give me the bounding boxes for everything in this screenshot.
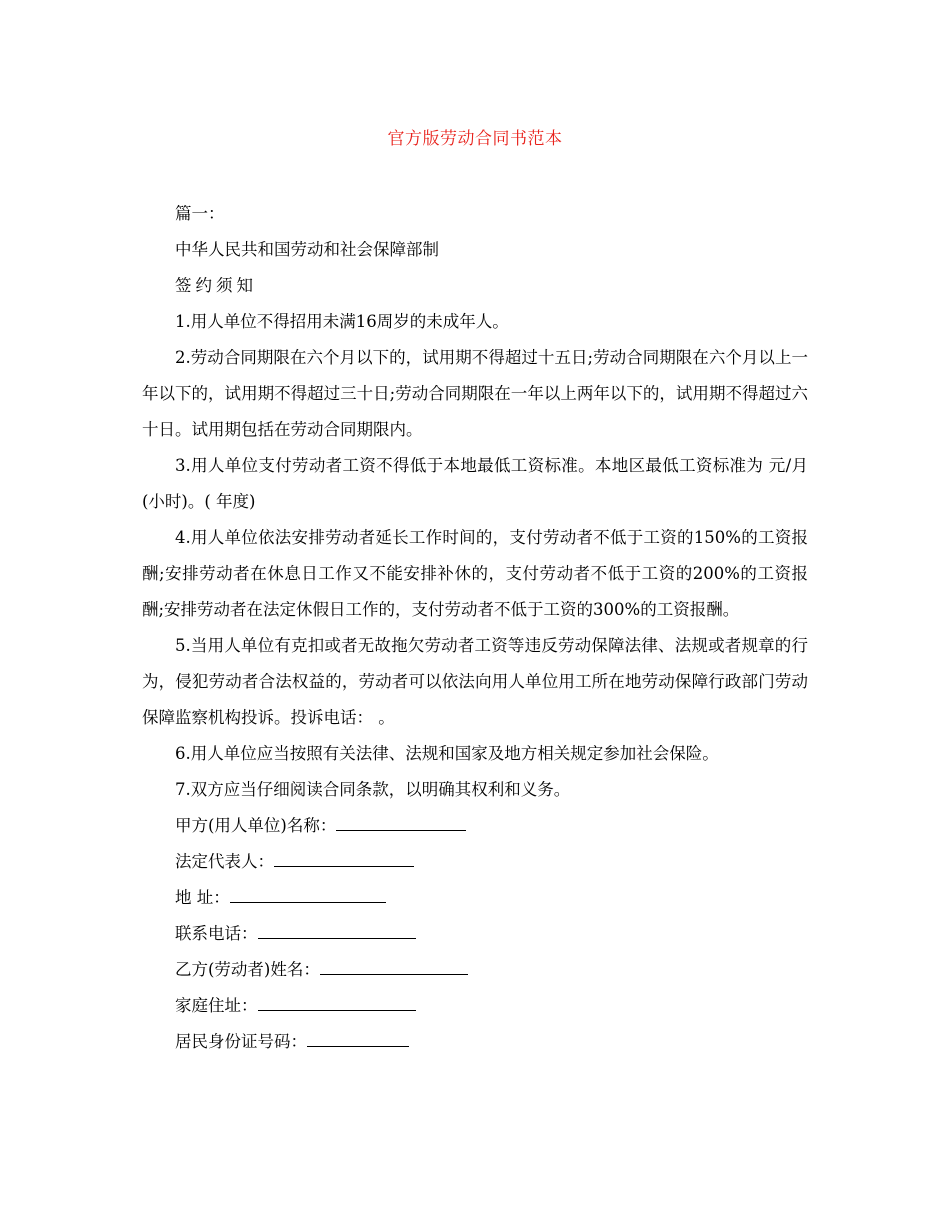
field-label: 联系电话： [175,924,258,943]
field-phone [142,916,808,952]
fill-in-blank[interactable] [307,1032,409,1047]
clause-7: 7.双方应当仔细阅读合同条款，以明确其权利和义务。 [175,780,571,799]
fill-in-blank[interactable] [336,816,466,831]
fill-in-blank[interactable] [320,960,468,975]
field-employer-name [142,808,808,844]
field-label: 法定代表人： [175,852,274,871]
clause-2: 2.劳动合同期限在六个月以下的，试用期不得超过十五日;劳动合同期限在六个月以上一年以下的，试用期不得超过三十日;劳动合同期限在一年以上两年以下的，试用期不得超过六十日。试用期包括在劳动合同期限内。 [142,348,808,439]
fill-in-blank[interactable] [258,924,416,939]
field-legal-representative [142,844,808,880]
clause-5: 5.当用人单位有克扣或者无故拖欠劳动者工资等违反劳动保障法律、法规或者规章的行为，侵犯劳动者合法权益的，劳动者可以依法向用人单位用工所在地劳动保障行政部门劳动保障监察机构投诉。投诉电话： 。 [142,636,808,727]
notice-heading: 签约须知 [175,276,257,295]
field-employee-name [142,952,808,988]
field-id-number [142,1024,808,1060]
clause-3: 3.用人单位支付劳动者工资不得低于本地最低工资标准。本地区最低工资标准为 元/月(小时)。( 年度) [142,456,808,511]
field-label: 地 址： [175,888,230,907]
clause-4: 4.用人单位依法安排劳动者延长工作时间的，支付劳动者不低于工资的150%的工资报酬;安排劳动者在休息日工作又不能安排补休的，支付劳动者不低于工资的200%的工资报酬;安排劳动者在法定休假日工作的，支付劳动者不低于工资的300%的工资报酬。 [142,528,808,619]
document-title: 官方版劳动合同书范本 [387,129,563,149]
field-label: 家庭住址： [175,996,258,1015]
clause-6: 6.用人单位应当按照有关法律、法规和国家及地方相关规定参加社会保险。 [175,744,719,763]
field-label: 居民身份证号码： [175,1032,307,1051]
section-label: 篇一： [175,204,225,223]
document-body [142,196,808,1060]
fill-in-blank[interactable] [230,888,386,903]
fill-in-blank[interactable] [258,996,416,1011]
field-label: 甲方(用人单位)名称： [175,816,337,835]
field-label: 乙方(劳动者)姓名： [175,960,320,979]
field-home-address [142,988,808,1024]
issuer-line: 中华人民共和国劳动和社会保障部制 [175,240,439,259]
clause-1: 1.用人单位不得招用未满16周岁的未成年人。 [175,312,509,331]
field-address [142,880,808,916]
fill-in-blank[interactable] [274,852,414,867]
